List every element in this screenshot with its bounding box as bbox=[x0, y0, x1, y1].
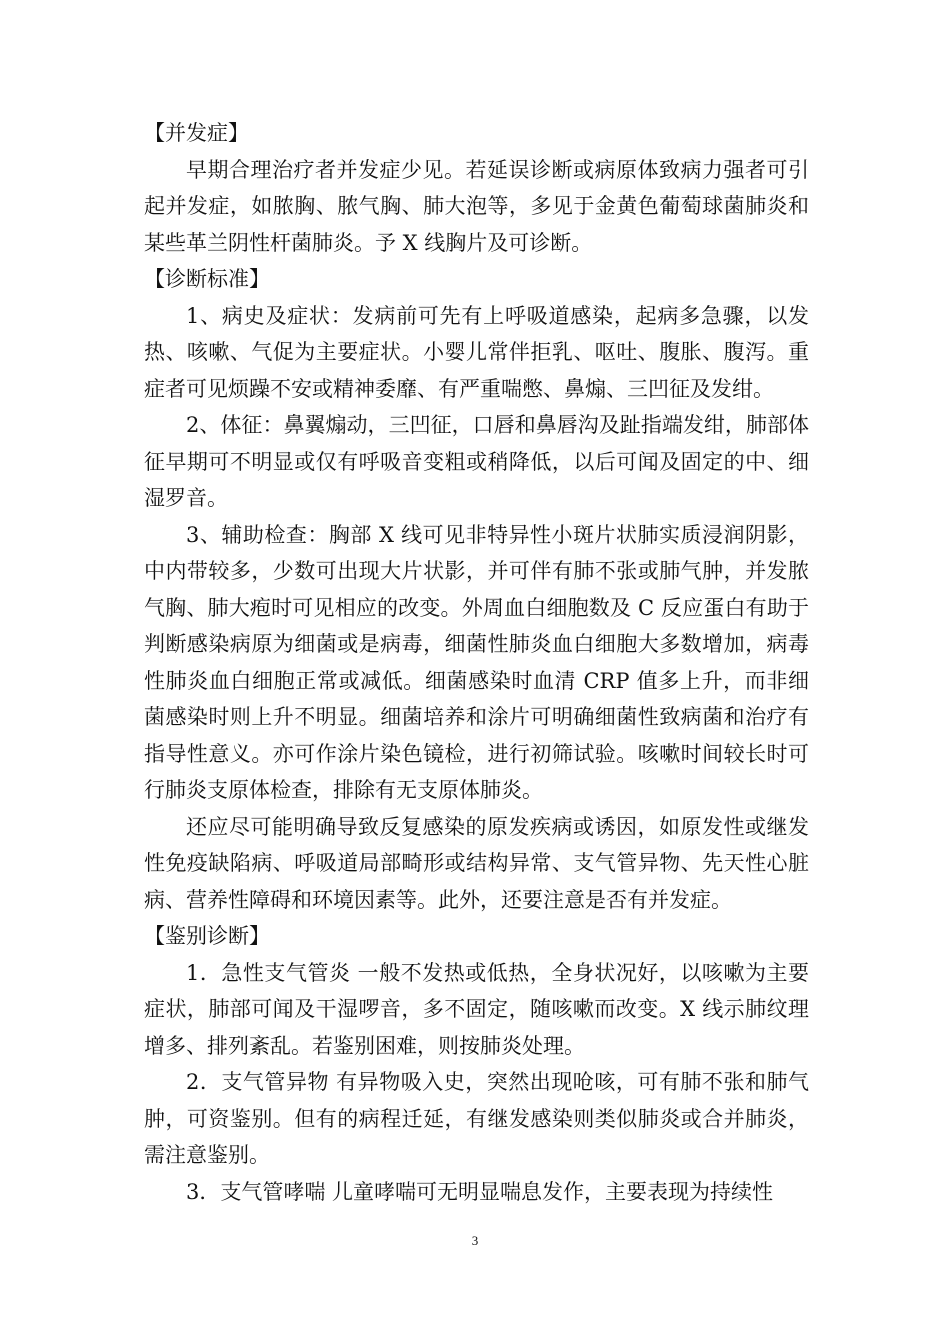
differential-bronchitis-paragraph: 1．急性支气管炎 一般不发热或低热，全身状况好，以咳嗽为主要症状，肺部可闻及干湿啰音，多不固定，随咳嗽而改变。X 线示肺纹理增多、排列紊乱。若鉴别困难，则按肺炎处理。 bbox=[144, 960, 809, 1058]
diagnosis-cause-paragraph: 还应尽可能明确导致反复感染的原发疾病或诱因，如原发性或继发性免疫缺陷病、呼吸道局部畸形或结构异常、支气管异物、先天性心脏病、营养性障碍和环境因素等。此外，还要注意是否有并发症。 bbox=[144, 814, 809, 912]
differential-heading: 【鉴别诊断】 bbox=[144, 924, 270, 948]
page-number: 3 bbox=[471, 1233, 479, 1248]
complications-paragraph: 早期合理治疗者并发症少见。若延误诊断或病原体致病力强者可引起并发症，如脓胸、脓气胸、肺大泡等，多见于金黄色葡萄球菌肺炎和某些革兰阴性杆菌肺炎。予 X 线胸片及可诊断。 bbox=[144, 157, 809, 255]
diagnosis-heading: 【诊断标准】 bbox=[144, 267, 270, 291]
diagnosis-signs-paragraph: 2、体征：鼻翼煽动，三凹征，口唇和鼻唇沟及趾指端发绀，肺部体征早期可不明显或仅有呼吸音变粗或稍降低，以后可闻及固定的中、细湿罗音。 bbox=[144, 413, 809, 510]
diagnosis-exam-paragraph: 3、辅助检查：胸部 X 线可见非特异性小斑片状肺实质浸润阴影，中内带较多，少数可出现大片状影，并可伴有肺不张或肺气肿，并发脓气胸、肺大疱时可见相应的改变。外周血白细胞数及 C 反应蛋白有助于判断感染病原为细菌或是病毒，细菌性肺炎血白细胞大多数增加，病毒性肺炎血白细胞正常或减低。细菌感染时血清 CRP 值多上升，而非细菌感染时则上升不明显。细菌培养和涂片可明确细菌性致病菌和治疗有指导性意义。亦可作涂片染色镜检，进行初筛试验。咳嗽时间较长时可行肺炎支原体检查，排除有无支原体肺炎。 bbox=[144, 522, 809, 802]
differential-asthma-paragraph: 3．支气管哮喘 儿童哮喘可无明显喘息发作，主要表现为持续性 bbox=[186, 1179, 774, 1204]
page-content bbox=[144, 115, 809, 1210]
complications-heading: 【并发症】 bbox=[144, 121, 249, 145]
diagnosis-history-paragraph: 1、病史及症状：发病前可先有上呼吸道感染，起病多急骤，以发热、咳嗽、气促为主要症状。小婴儿常伴拒乳、呕吐、腹胀、腹泻。重症者可见烦躁不安或精神委靡、有严重喘憋、鼻煽、三凹征及发绀。 bbox=[144, 303, 809, 401]
differential-foreign-body-paragraph: 2．支气管异物 有异物吸入史，突然出现呛咳，可有肺不张和肺气肿，可资鉴别。但有的病程迁延，有继发感染则类似肺炎或合并肺炎，需注意鉴别。 bbox=[144, 1070, 809, 1167]
